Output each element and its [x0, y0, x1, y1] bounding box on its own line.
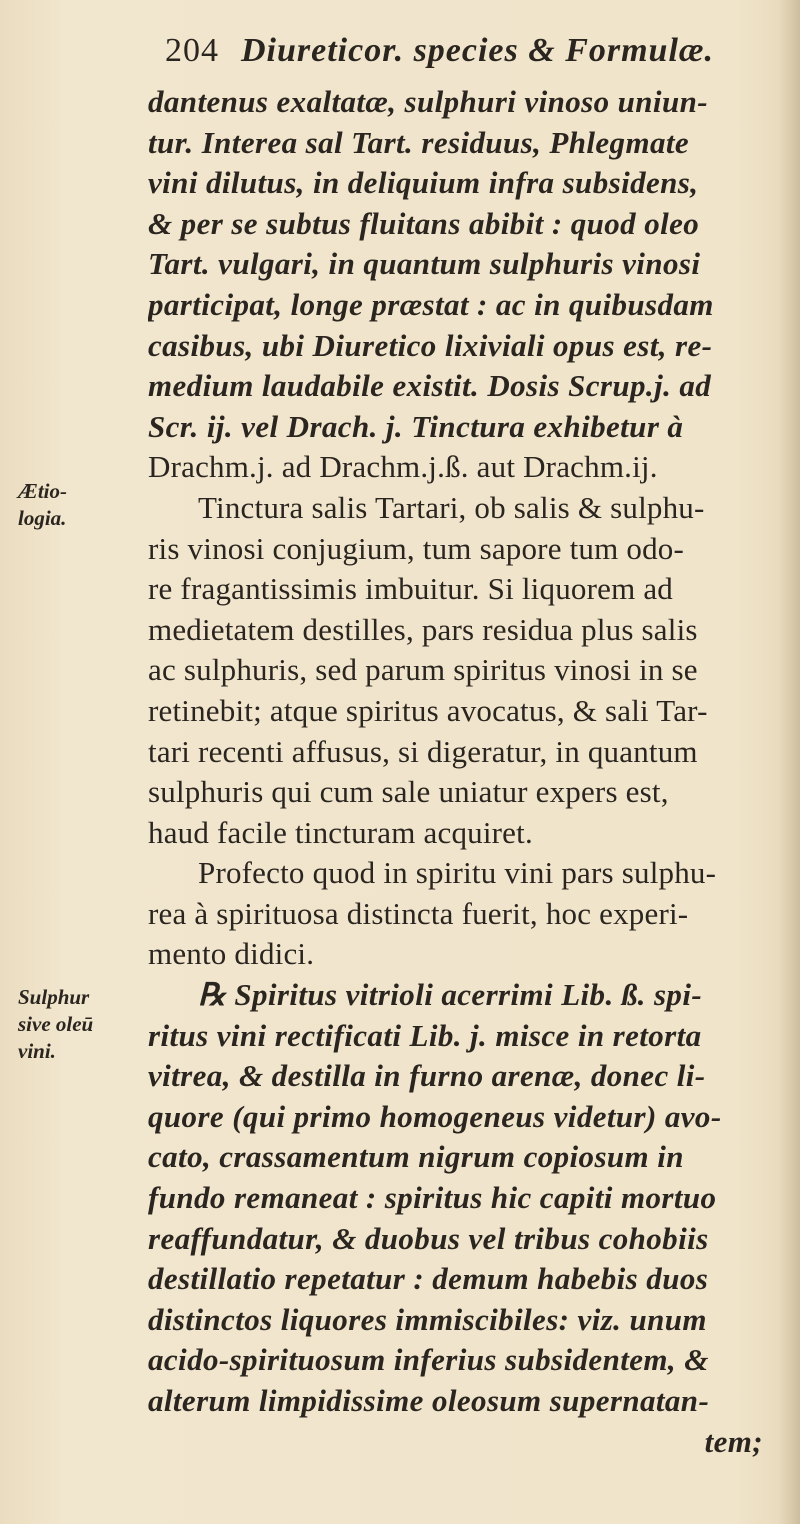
- text-line: reaffundatur, & duobus vel tribus cohobiis: [148, 1220, 709, 1256]
- text-line: quore (qui primo homogeneus videtur) avo-: [148, 1098, 722, 1134]
- text-line: fundo remaneat : spiritus hic capiti mortuo: [148, 1180, 717, 1216]
- body-text: [148, 82, 783, 1462]
- text-line: ac sulphuris, sed parum spiritus vinosi in se: [148, 652, 698, 688]
- margin-note-line: sive oleū: [18, 1012, 94, 1036]
- margin-note-line: logia.: [18, 506, 67, 530]
- text-line: cato, crassamentum nigrum copiosum in: [148, 1139, 684, 1175]
- text-line: & per se subtus fluitans abibit : quod oleo: [148, 205, 700, 241]
- running-head: Diureticor. species & Formulæ.: [241, 32, 714, 69]
- page-number: 204: [165, 32, 219, 69]
- page-header: [165, 32, 765, 84]
- text-line: tari recenti affusus, si digeratur, in quantum: [148, 733, 698, 769]
- text-line: sulphuris qui cum sale uniatur expers est,: [148, 774, 669, 810]
- text-line: vitrea, & destilla in furno arenæ, donec li-: [148, 1058, 706, 1094]
- text-line: medietatem destilles, pars residua plus salis: [148, 611, 698, 647]
- text-line: ris vinosi conjugium, tum sapore tum odo-: [148, 530, 685, 566]
- text-line: haud facile tincturam acquiret.: [148, 814, 533, 850]
- margin-note-line: Ætio-: [18, 479, 67, 503]
- text-line: re fragantissimis imbuitur. Si liquorem ad: [148, 571, 674, 607]
- text-line: Scr. ij. vel Drach. j. Tinctura exhibetur à: [148, 408, 684, 444]
- text-line: ritus vini rectificati Lib. j. misce in retorta: [148, 1017, 702, 1053]
- catchword: tem;: [704, 1423, 763, 1459]
- margin-note-sulphur: [18, 984, 138, 1065]
- text-line: alterum limpidissime oleosum supernatan-: [148, 1383, 710, 1418]
- text-line: tur. Interea sal Tart. residuus, Phlegmate: [148, 124, 690, 160]
- text-line: dantenus exaltatæ, sulphuri vinoso uniun-: [148, 84, 708, 119]
- margin-note-aetiologia: [18, 478, 138, 532]
- text-line: Drachm.j. ad Drachm.j.ß. aut Drachm.ij.: [148, 449, 658, 485]
- text-line: medium laudabile existit. Dosis Scrup.j. ad: [148, 368, 712, 404]
- text-line: Profecto quod in spiritu vini pars sulphu-: [198, 855, 717, 891]
- margin-note-line: Sulphur: [18, 985, 90, 1009]
- margin-note-line: vini.: [18, 1039, 56, 1063]
- text-line: Tinctura salis Tartari, ob salis & sulphu-: [198, 489, 705, 525]
- text-line: vini dilutus, in deliquium infra subsidens,: [148, 165, 699, 201]
- text-line: mento didici.: [148, 936, 315, 972]
- text-line: distinctos liquores immiscibiles: viz. unum: [148, 1301, 707, 1337]
- text-line: casibus, ubi Diuretico lixiviali opus est, re-: [148, 327, 713, 363]
- text-line: retinebit; atque spiritus avocatus, & sali Tar-: [148, 692, 708, 728]
- text-line: participat, longe præstat : ac in quibusdam: [148, 286, 714, 322]
- text-line: Tart. vulgari, in quantum sulphuris vinosi: [148, 246, 701, 282]
- text-line: rea à spirituosa distincta fuerit, hoc experi-: [148, 895, 689, 931]
- text-line: destillatio repetatur : demum habebis duos: [148, 1261, 709, 1297]
- text-line: acido-spirituosum inferius subsidentem, &: [148, 1342, 709, 1378]
- text-line: ℞ Spiritus vitrioli acerrimi Lib. ß. spi-: [198, 977, 703, 1013]
